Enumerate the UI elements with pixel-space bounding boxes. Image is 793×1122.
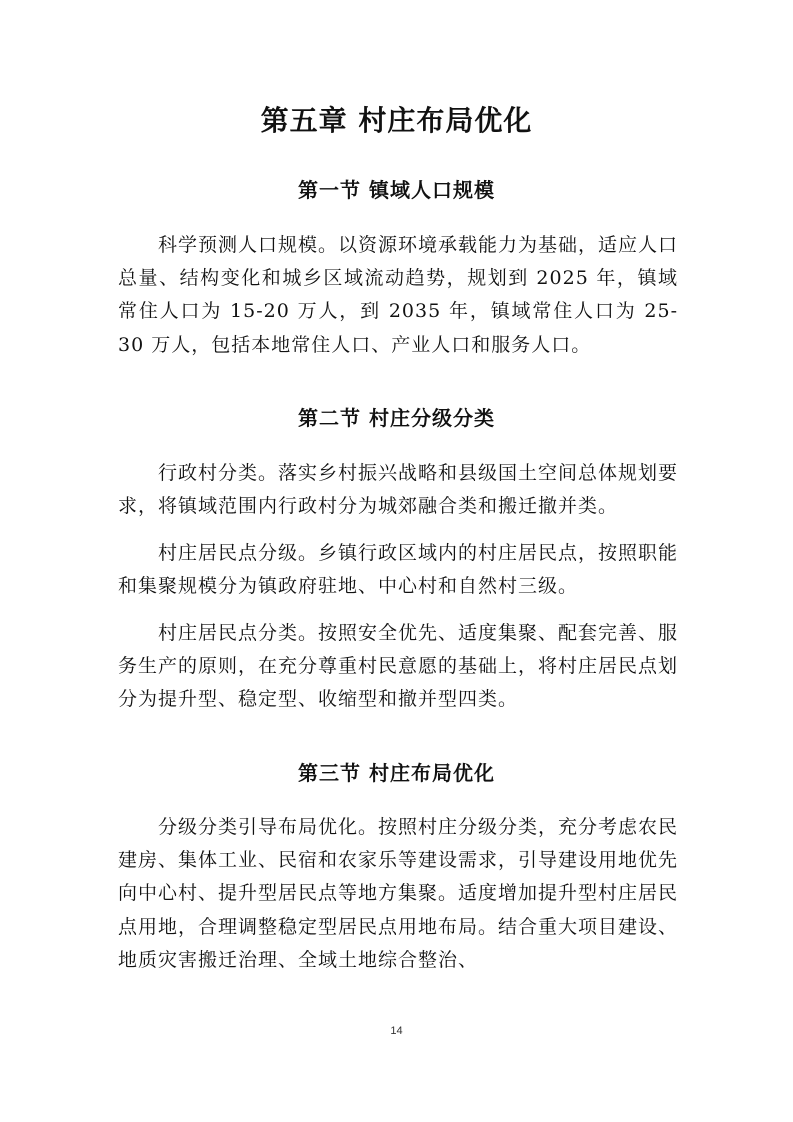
section-2-paragraph-2: 村庄居民点分级。乡镇行政区域内的村庄居民点，按照职能和集聚规模分为镇政府驻地、中心村和自然村三级。 [118,542,679,598]
chapter-title: 第五章 村庄布局优化 [260,104,533,137]
section-title-3: 第三节 村庄布局优化 [298,761,495,785]
section-1-paragraph-1: 科学预测人口规模。以资源环境承载能力为基础，适应人口总量、结构变化和城乡区域流动趋势，规划到 2025 年，镇域常住人口为 15-20 万人，到 2035 年，镇域常住人口为 25-30 万人，包括本地常住人口、产业人口和服务人口。 [118,234,679,356]
section-title-1: 第一节 镇域人口规模 [298,178,495,202]
section-2-paragraph-1: 行政村分类。落实乡村振兴战略和县级国土空间总体规划要求，将镇域范围内行政村分为城郊融合类和搬迁撤并类。 [118,462,679,518]
section-title-2: 第二节 村庄分级分类 [298,406,495,430]
section-3-paragraph-1: 分级分类引导布局优化。按照村庄分级分类，充分考虑农民建房、集体工业、民宿和农家乐等建设需求，引导建设用地优先向中心村、提升型居民点等地方集聚。适度增加提升型村庄居民点用地，合理调整稳定型居民点用地布局。结合重大项目建设、地质灾害搬迁治理、全域土地综合整治、 [118,816,679,971]
section-2-paragraph-3: 村庄居民点分类。按照安全优先、适度集聚、配套完善、服务生产的原则，在充分尊重村民意愿的基础上，将村庄居民点划分为提升型、稳定型、收缩型和撤并型四类。 [118,622,679,711]
page-number: 14 [390,1025,403,1037]
